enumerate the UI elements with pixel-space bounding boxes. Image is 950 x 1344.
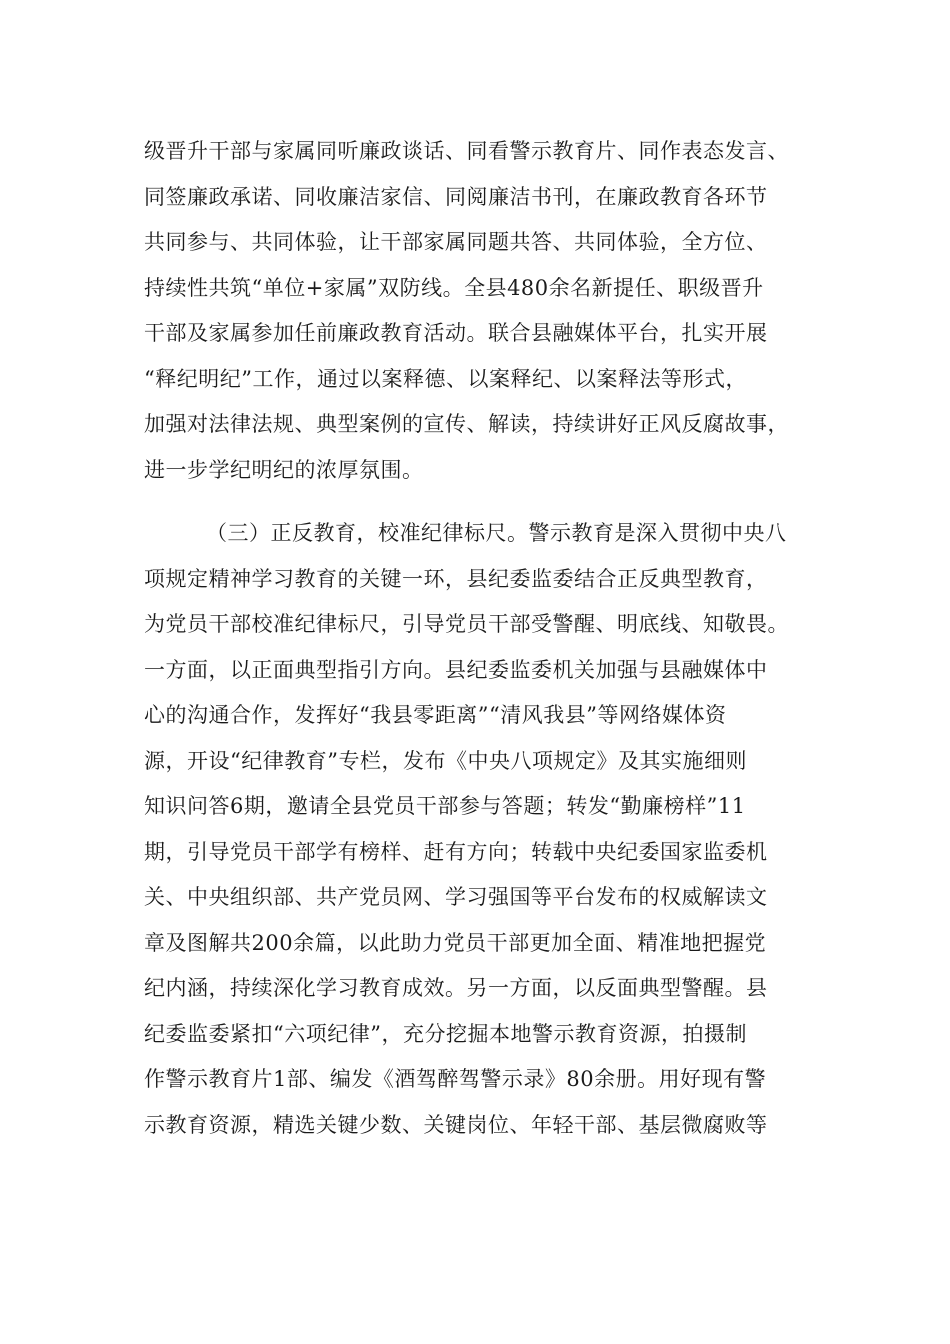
- text-line: 期，引导党员干部学有榜样、赶有方向；转载中央纪委国家监委机: [144, 839, 768, 864]
- paragraph-family-education: [144, 129, 844, 493]
- text-line: 作警示教育片1部、编发《酒驾醉驾警示录》80余册。用好现有警: [144, 1067, 767, 1091]
- text-line: 章及图解共200余篇，以此助力党员干部更加全面、精准地把握党: [144, 930, 767, 955]
- text-line: 项规定精神学习教育的关键一环，县纪委监委结合正反典型教育，: [144, 566, 768, 591]
- text-line: 关、中央组织部、共产党员网、学习强国等平台发布的权威解读文: [144, 885, 768, 909]
- text-line: 纪内涵，持续深化学习教育成效。另一方面，以反面典型警醒。县: [144, 976, 768, 1000]
- text-line: 持续性共筑“单位+家属”双防线。全县480余名新提任、职级晋升: [144, 275, 764, 300]
- section-heading-line: （三）正反教育，校准纪律标尺。警示教育是深入贯彻中央八: [206, 521, 787, 545]
- text-line: 级晋升干部与家属同听廉政谈话、同看警示教育片、同作表态发言、: [144, 139, 789, 163]
- text-line: 共同参与、共同体验，让干部家属同题共答、共同体验，全方位、: [144, 230, 768, 254]
- text-line: 加强对法律法规、典型案例的宣传、解读，持续讲好正风反腐故事，: [144, 412, 789, 436]
- text-line: 心的沟通合作，发挥好“我县零距离”“清风我县”等网络媒体资: [144, 703, 727, 727]
- text-line: “释纪明纪”工作，通过以案释德、以案释纪、以案释法等形式，: [144, 366, 747, 391]
- text-line: 一方面，以正面典型指引方向。县纪委监委机关加强与县融媒体中: [144, 657, 768, 682]
- text-line: 同签廉政承诺、同收廉洁家信、同阅廉洁书刊，在廉政教育各环节: [144, 184, 768, 209]
- text-line: 为党员干部校准纪律标尺，引导党员干部受警醒、明底线、知敬畏。: [144, 612, 789, 636]
- paragraph-positive-negative-education: [144, 511, 844, 1148]
- text-line: 进一步学纪明纪的浓厚氛围。: [144, 457, 424, 482]
- text-line: 知识问答6期，邀请全县党员干部参与答题；转发“勤廉榜样”11: [144, 794, 746, 818]
- document-body: [144, 129, 844, 1148]
- text-line: 纪委监委紧扣“六项纪律”，充分挖掘本地警示教育资源，拍摄制: [144, 1021, 747, 1046]
- paragraph-gap: [144, 493, 844, 511]
- text-line: 示教育资源，精选关键少数、关键岗位、年轻干部、基层微腐败等: [144, 1112, 768, 1137]
- text-line: 干部及家属参加任前廉政教育活动。联合县融媒体平台，扎实开展: [144, 321, 768, 345]
- text-line: 源，开设“纪律教育”专栏，发布《中央八项规定》及其实施细则: [144, 748, 747, 773]
